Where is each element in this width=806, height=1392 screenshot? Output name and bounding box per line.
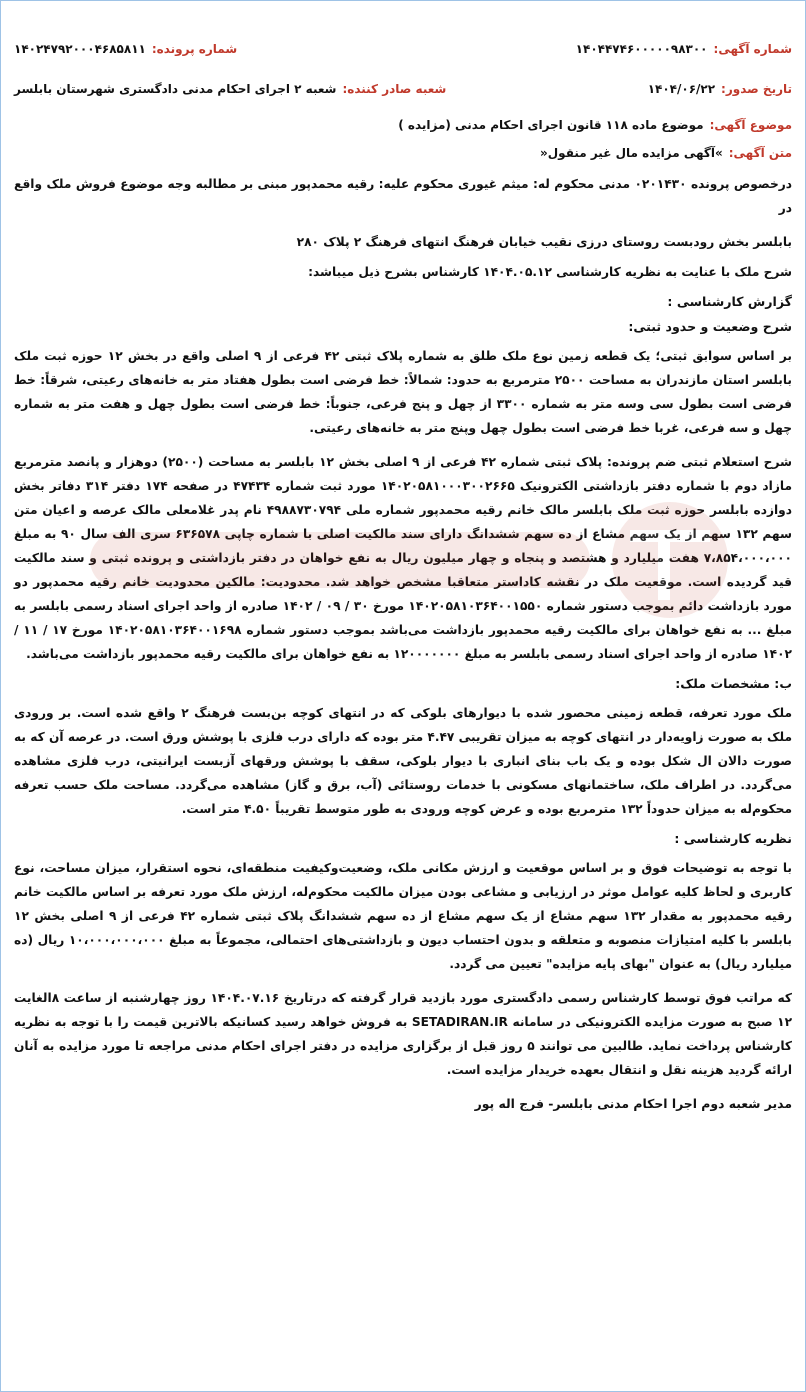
notice-number-label: شماره آگهی: — [713, 42, 792, 56]
intro-paragraph: درخصوص پرونده ۰۲۰۱۴۳۰ مدنی محکوم له: میثم غیوری محکوم علیه: رقیه محمدپور مبنی بر مطالبه وجه موضوع فروش ملک واقع در — [14, 177, 792, 215]
text-title-value: »آگهی مزایده مال غیر منقول« — [540, 146, 723, 160]
issuer-label: شعبه صادر کننده: — [342, 82, 447, 96]
description-line: شرح ملک با عنایت به نظریه کارشناسی ۱۴۰۴.۰۵.۱۲ کارشناس بشرح ذیل میباشد: — [308, 265, 792, 279]
text-label: متن آگهی: — [728, 146, 792, 160]
subject-label: موضوع آگهی: — [709, 118, 792, 132]
issue-date-value: ۱۴۰۴/۰۶/۲۲ — [647, 82, 716, 96]
auction-text-part-2: به فروش خواهد رسید کسانیکه بالاترین قیمت را با توجه به نظریه کارشناس پرداخت نماید. طالبین می توانند ۵ روز قبل از برگزاری مزایده در دفتر اجرای احکام مدنی مراجعه تا مورد مزایده به آنان ارائه گردید هزینه نقل و انتقال بعهده خریدار مزایده است. — [14, 1015, 792, 1077]
features-heading: ب: مشخصات ملک: — [675, 676, 792, 691]
records-paragraph: بر اساس سوابق ثبتی؛ یک قطعه زمین نوع ملک طلق به شماره پلاک ثبتی ۴۲ فرعی از ۹ اصلی واقع در بخش ۱۲ حوزه ثبت ملک بابلسر استان مازندران به مساحت ۲۵۰۰ مترمربع به حدود: شمالاً: خط فرضی است بطول هفتاد متر به خانه‌های رعیتی، شرقاً: خط فرضی است بطول سی وسه متر به شماره ۳۳۰۰ از چهل و پنج فرعی، جنوباً: خط فرضی است بطول چهل و هفت متر به شماره چهل و سه فرعی، غربا خط فرضی است بطول چهل وپنج متر به خانه‌های رعیتی. — [14, 349, 793, 435]
opinion-heading: نظریه کارشناسی : — [674, 831, 792, 846]
status-heading: شرح وضعیت و حدود ثبتی: — [628, 319, 792, 334]
subject-value: موضوع ماده ۱۱۸ قانون اجرای احکام مدنی (مزایده ) — [398, 118, 704, 132]
notice-number-value: ۱۴۰۴۴۷۴۶۰۰۰۰۰۹۸۳۰۰ — [575, 42, 708, 56]
issuer-value: شعبه ۲ اجرای احکام مدنی دادگستری شهرستان بابلسر — [14, 82, 337, 96]
setadiran-link[interactable]: SETADIRAN.IR — [411, 1015, 508, 1029]
opinion-paragraph: با توجه به توضیحات فوق و بر اساس موقعیت و ارزش مکانی ملک، وضعیت‌وکیفیت منطقه‌ای، نحوه استقرار، میزان مساحت، نوع کاربری و لحاظ کلیه عوامل موثر در ارزیابی و مشاعی بودن میزان مالکیت محکوم‌له، ارزش ملک مورد تعرفه بر اساس مالکیت خانم رقیه محمدپور به مقدار ۱۳۲ سهم مشاع از یک سهم مشاع از ده سهم ششدانگ پلاک ثبتی شماره ۴۲ فرعی از ۹ اصلی بخش ۱۲ بابلسر با کلیه امتیازات منصوبه و متعلقه و بدون احتساب دیون و بازداشتی‌های احتمالی، مجموعاً به مبلغ ۱۰،۰۰۰،۰۰۰،۰۰۰ ریال (ده میلیارد ریال) به عنوان "بهای پایه مزایده" تعیین می گردد. — [14, 861, 793, 971]
case-number-label: شماره پرونده: — [151, 42, 238, 56]
issue-date-label: تاریخ صدور: — [721, 82, 792, 96]
inquiry-paragraph: شرح استعلام ثبتی ضم پرونده: پلاک ثبتی شماره ۴۲ فرعی از ۹ اصلی بخش ۱۲ بابلسر به مساحت (۲۵۰۰) دوهزار و پانصد مترمربع مازاد دوم با شماره دفتر بازداشتی الکترونیک ۱۴۰۲۰۵۸۱۰۰۰۳۰۰۲۶۶۵ مورد ثبت شماره ۴۷۴۳۴ در صفحه ۱۷۴ دفتر ۳۱۴ دفاتر بخش دوازده بابلسر حوزه ثبت ملک بابلسر مالک خانم رقیه محمدپور شماره ملی ۴۹۸۸۷۳۰۷۹۴ نام پدر غلامعلی مالک عرصه و اعیان متن سهم ۱۳۲ سهم از یک سهم مشاع از ده سهم ششدانگ دارای سند مالکیت اصلی با شماره چاپی ۶۳۶۵۷۸ سری الف سال ۹۰ به مبلغ ۷،۸۵۴،۰۰۰،۰۰۰ هفت میلیارد و هشتصد و پنجاه و چهار میلیون ریال به نفع خواهان در دفتر بازداشتی و پرونده ثبتی و سند مالکیت قید گردیده است. موقعیت ملک در نقشه کاداستر متعاقبا مشخص خواهد شد. محدودیت: مالکین محدودیت خانم رقیه محمدپور دو مورد بازداشت دائم بموجب دستور شماره ۱۴۰۲۰۵۸۱۰۳۶۴۰۰۱۵۵۰ مورخ ۳۰ / ۰۹ / ۱۴۰۲ صادره از واحد اجرای اسناد رسمی بابلسر به مبلغ ... به نفع خواهان برای مالکیت رقیه محمدپور بازداشت می‌باشد بموجب دستور شماره ۱۴۰۲۰۵۸۱۰۳۶۴۰۰۱۶۹۸ مورخ ۱۷ / ۱۱ / ۱۴۰۲ صادره از واحد اجرای اسناد رسمی بابلسر به مبلغ ۱۲۰۰۰۰۰۰۰ به نفع خواهان برای مالکیت رقیه محمدپور بازداشت می‌باشد. — [14, 455, 793, 661]
case-number-value: ۱۴۰۲۴۷۹۲۰۰۰۴۶۸۵۸۱۱ — [14, 42, 146, 56]
report-heading: گزارش کارشناسی : — [667, 294, 792, 309]
auction-text-part-1: که مراتب فوق توسط کارشناس رسمی دادگستری مورد بازدید قرار گرفته که درتاریخ ۱۴۰۴.۰۷.۱۶ روز چهارشنبه از ساعت ۸الغایت ۱۲ صبح به صورت مزایده الکترونیکی در سامانه — [14, 991, 793, 1029]
signature: مدیر شعبه دوم اجرا احکام مدنی بابلسر- فرج اله پور — [474, 1096, 792, 1111]
features-paragraph: ملک مورد تعرفه، قطعه زمینی محصور شده با دیوارهای بلوکی که در انتهای کوچه بن‌بست فرهنگ ۲ واقع شده است. بر ورودی ملک به صورت زاویه‌دار در انتهای کوچه به میزان تقریبی ۴.۴۷ متر بوده که دارای درب فلزی با پوشش ورق است. در عرصه آن که به صورت دالان ال شکل بوده و یک باب بنای انباری با دیوار بلوکی، سقف با پوشش ورقهای آزبست ایرانیتی، درب فلزی مشاهده می‌گردد. در اطراف ملک، ساختمانهای مسکونی با خدمات روستائی (آب، برق و گاز) مشاهده می‌گردد. مساحت ملک حسب تعرفه محکوم‌له به میزان حدوداً ۱۳۲ مترمربع بوده و عرض کوچه ورودی به طور متوسط تقریباً ۴.۵۰ متر است. — [14, 706, 792, 816]
address-line: بابلسر بخش رودبست روستای درزی نقیب خیابان فرهنگ انتهای فرهنگ ۲ پلاک ۲۸۰ — [296, 235, 792, 249]
